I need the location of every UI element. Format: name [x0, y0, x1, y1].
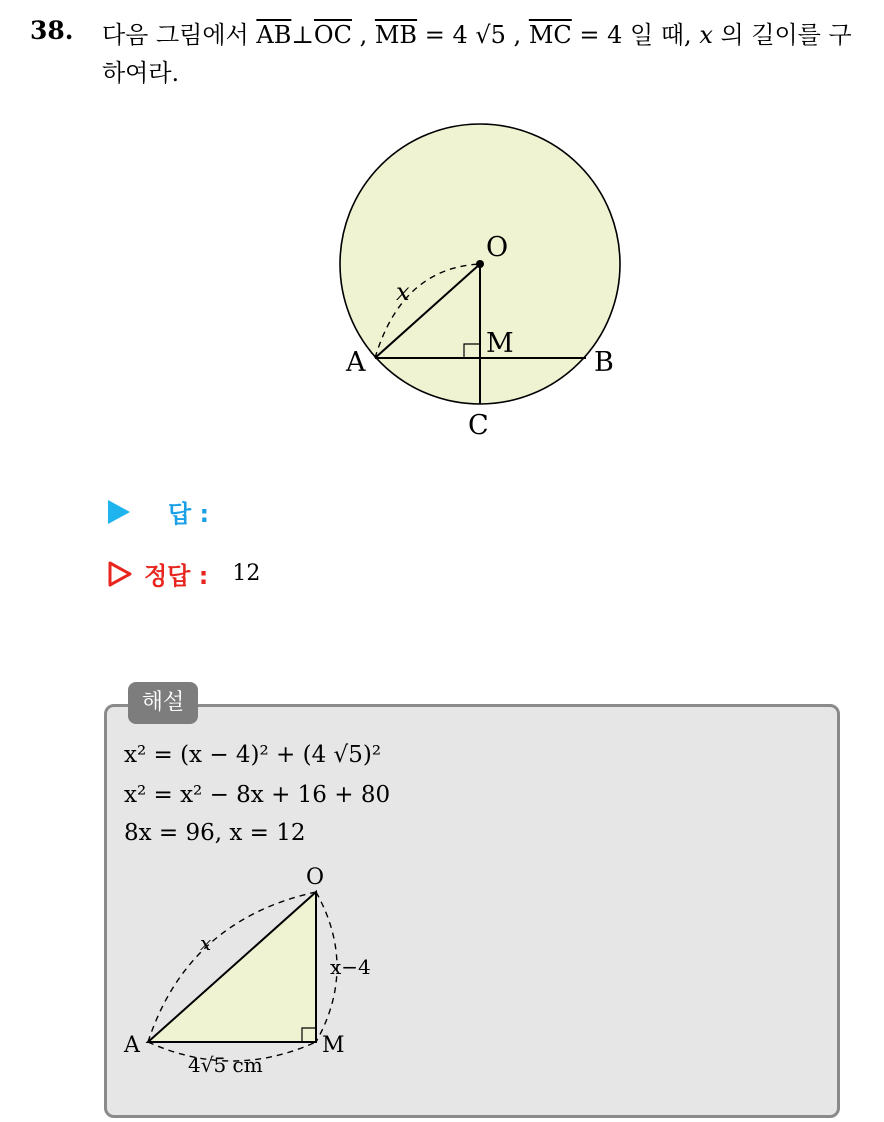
circle-figure [330, 118, 640, 448]
segment-mc: $\overline{MC}$ [528, 21, 572, 49]
label-o-2: O [306, 865, 325, 890]
triangle-oam [148, 892, 316, 1042]
correct-answer-row [108, 556, 260, 591]
perpendicular-symbol: ⊥ [291, 21, 314, 49]
question-text: 다음 그림에서 $\overline{AB}\perp\overline{OC}$ , $\overline{MB} = 4$ √5 , $\overline{MC} = 4$ 일 때, x 의 길이를 구하여라. [102, 21, 852, 87]
segment-oc: $\overline{OC}$ [313, 21, 352, 49]
question-suffix: 의 길이를 구하여라. [102, 21, 852, 87]
mc-value: = 4 일 때, [579, 21, 692, 49]
variable-x: x [699, 21, 713, 49]
outline-arrow-icon [108, 561, 132, 587]
correct-answer-label: 정답 : [144, 562, 209, 590]
label-m: M [486, 328, 514, 359]
explanation-line-3: 8x = 96, x = 12 [124, 820, 306, 846]
label-c: C [468, 410, 489, 441]
correct-answer-value: 12 [232, 561, 261, 586]
explanation-line-2: x² = x² − 8x + 16 + 80 [124, 782, 391, 808]
label-hyp: x [200, 931, 212, 955]
label-x: x [396, 278, 410, 306]
explanation-line-1: x² = (x − 4)² + (4 √5)² [124, 742, 382, 768]
segment-mb: $\overline{MB}$ [374, 21, 418, 49]
answer-row [108, 494, 209, 529]
play-arrow-icon [108, 500, 130, 524]
label-m-2: M [322, 1033, 345, 1058]
label-b: B [594, 347, 614, 378]
question-number: 38. [30, 16, 74, 45]
label-a: A [346, 347, 366, 378]
answer-label: 답 : [168, 500, 210, 528]
label-base: 4√5 cm [188, 1053, 263, 1077]
label-o: O [486, 232, 509, 263]
center-point [476, 260, 484, 268]
question-prefix: 다음 그림에서 [102, 21, 249, 49]
explanation-tab: 해설 [128, 682, 198, 724]
mb-value: = 4 √5 , [424, 21, 522, 49]
explanation-triangle-figure [118, 860, 398, 1090]
segment-ab: $\overline{AB}$ [256, 21, 292, 49]
label-side: x−4 [330, 955, 371, 979]
label-a-2: A [124, 1033, 140, 1058]
